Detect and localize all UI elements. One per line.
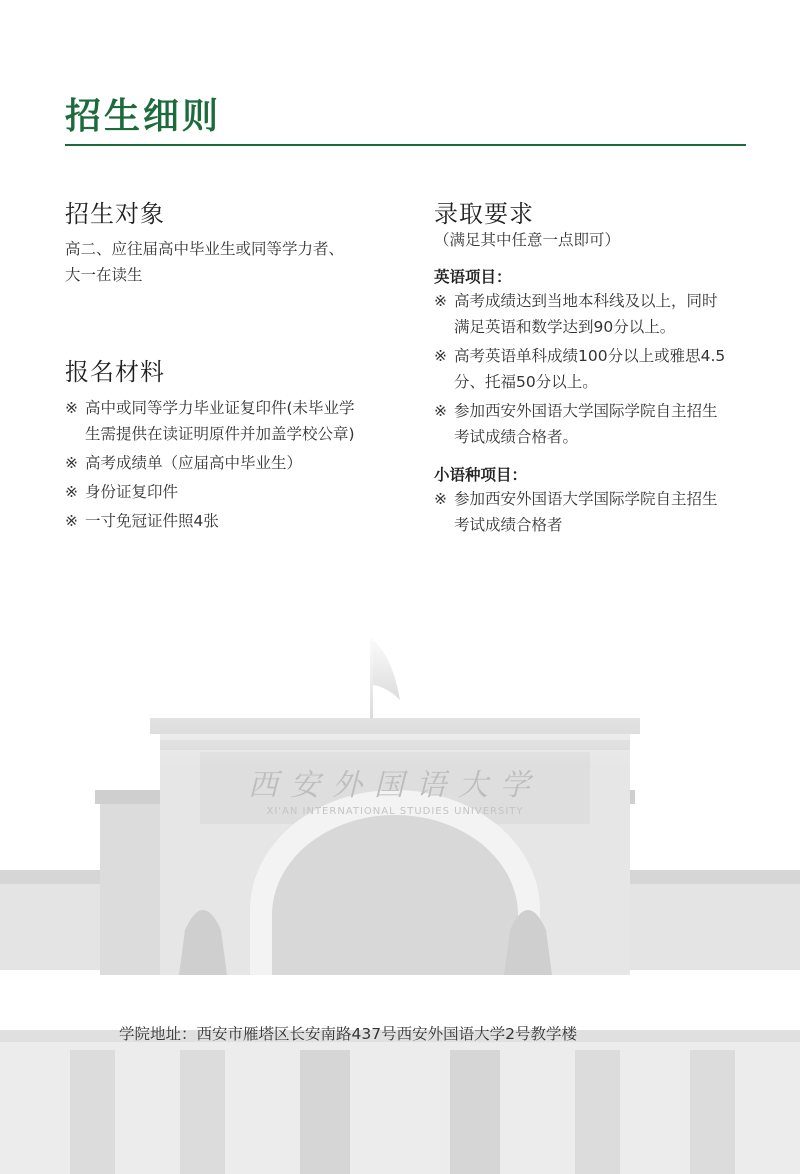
- materials-title: 报名材料: [65, 358, 165, 386]
- reference-mark: ※: [434, 490, 447, 508]
- item-line: 高考英语单科成绩100分以上或雅思4.5: [454, 347, 726, 365]
- list-item: [65, 479, 395, 505]
- item-line: 生需提供在读证明原件并加盖学校公章): [85, 425, 355, 443]
- item-line: 高考成绩达到当地本科线及以上，同时: [454, 292, 718, 310]
- target-title: 招生对象: [65, 200, 165, 228]
- reference-mark: ※: [434, 347, 447, 365]
- university-gate-illustration: [0, 630, 800, 1174]
- minor-language-list: [434, 486, 764, 541]
- item-line: 分、托福50分以上。: [454, 373, 598, 391]
- requirements-note: （满足其中任意一点即可）: [434, 231, 621, 249]
- list-item: [65, 508, 395, 534]
- gate-sign-en: XI'AN INTERNATIONAL STUDIES UNIVERSITY: [266, 806, 524, 817]
- item-line: 考试成绩合格者。: [454, 428, 579, 446]
- minor-language-heading: 小语种项目：: [434, 466, 528, 484]
- list-item: [434, 343, 764, 395]
- target-line-1: 高二、应往届高中毕业生或同等学力者、: [65, 240, 345, 258]
- item-line: 一寸免冠证件照4张: [85, 512, 219, 530]
- gate-sign: [200, 760, 590, 817]
- reference-mark: ※: [65, 512, 78, 530]
- item-line: 考试成绩合格者: [454, 516, 563, 534]
- reference-mark: ※: [65, 454, 78, 472]
- english-heading: 英语项目：: [434, 268, 512, 286]
- title-divider: [65, 144, 746, 146]
- requirements-title: 录取要求: [434, 200, 534, 228]
- reference-mark: ※: [65, 483, 78, 501]
- list-item: [434, 486, 764, 538]
- item-line: 高考成绩单（应届高中毕业生）: [85, 454, 303, 472]
- item-line: 参加西安外国语大学国际学院自主招生: [454, 490, 718, 508]
- list-item: [65, 395, 395, 447]
- item-line: 参加西安外国语大学国际学院自主招生: [454, 402, 718, 420]
- materials-list: [65, 395, 395, 537]
- college-address: 学院地址：西安市雁塔区长安南路437号西安外国语大学2号教学楼: [119, 1025, 577, 1043]
- reference-mark: ※: [434, 402, 447, 420]
- reference-mark: ※: [65, 399, 78, 417]
- target-text: [65, 236, 344, 288]
- list-item: [434, 288, 764, 340]
- item-line: 满足英语和数学达到90分以上。: [454, 318, 676, 336]
- gate-sign-cn: 西安外国语大学: [248, 768, 542, 803]
- english-list: [434, 288, 764, 453]
- item-line: 高中或同等学力毕业证复印件(未毕业学: [85, 399, 355, 417]
- page-title: 招生细则: [65, 96, 222, 137]
- reference-mark: ※: [434, 292, 447, 310]
- target-line-2: 大一在读生: [65, 266, 143, 284]
- list-item: [434, 398, 764, 450]
- list-item: [65, 450, 395, 476]
- item-line: 身份证复印件: [85, 483, 179, 501]
